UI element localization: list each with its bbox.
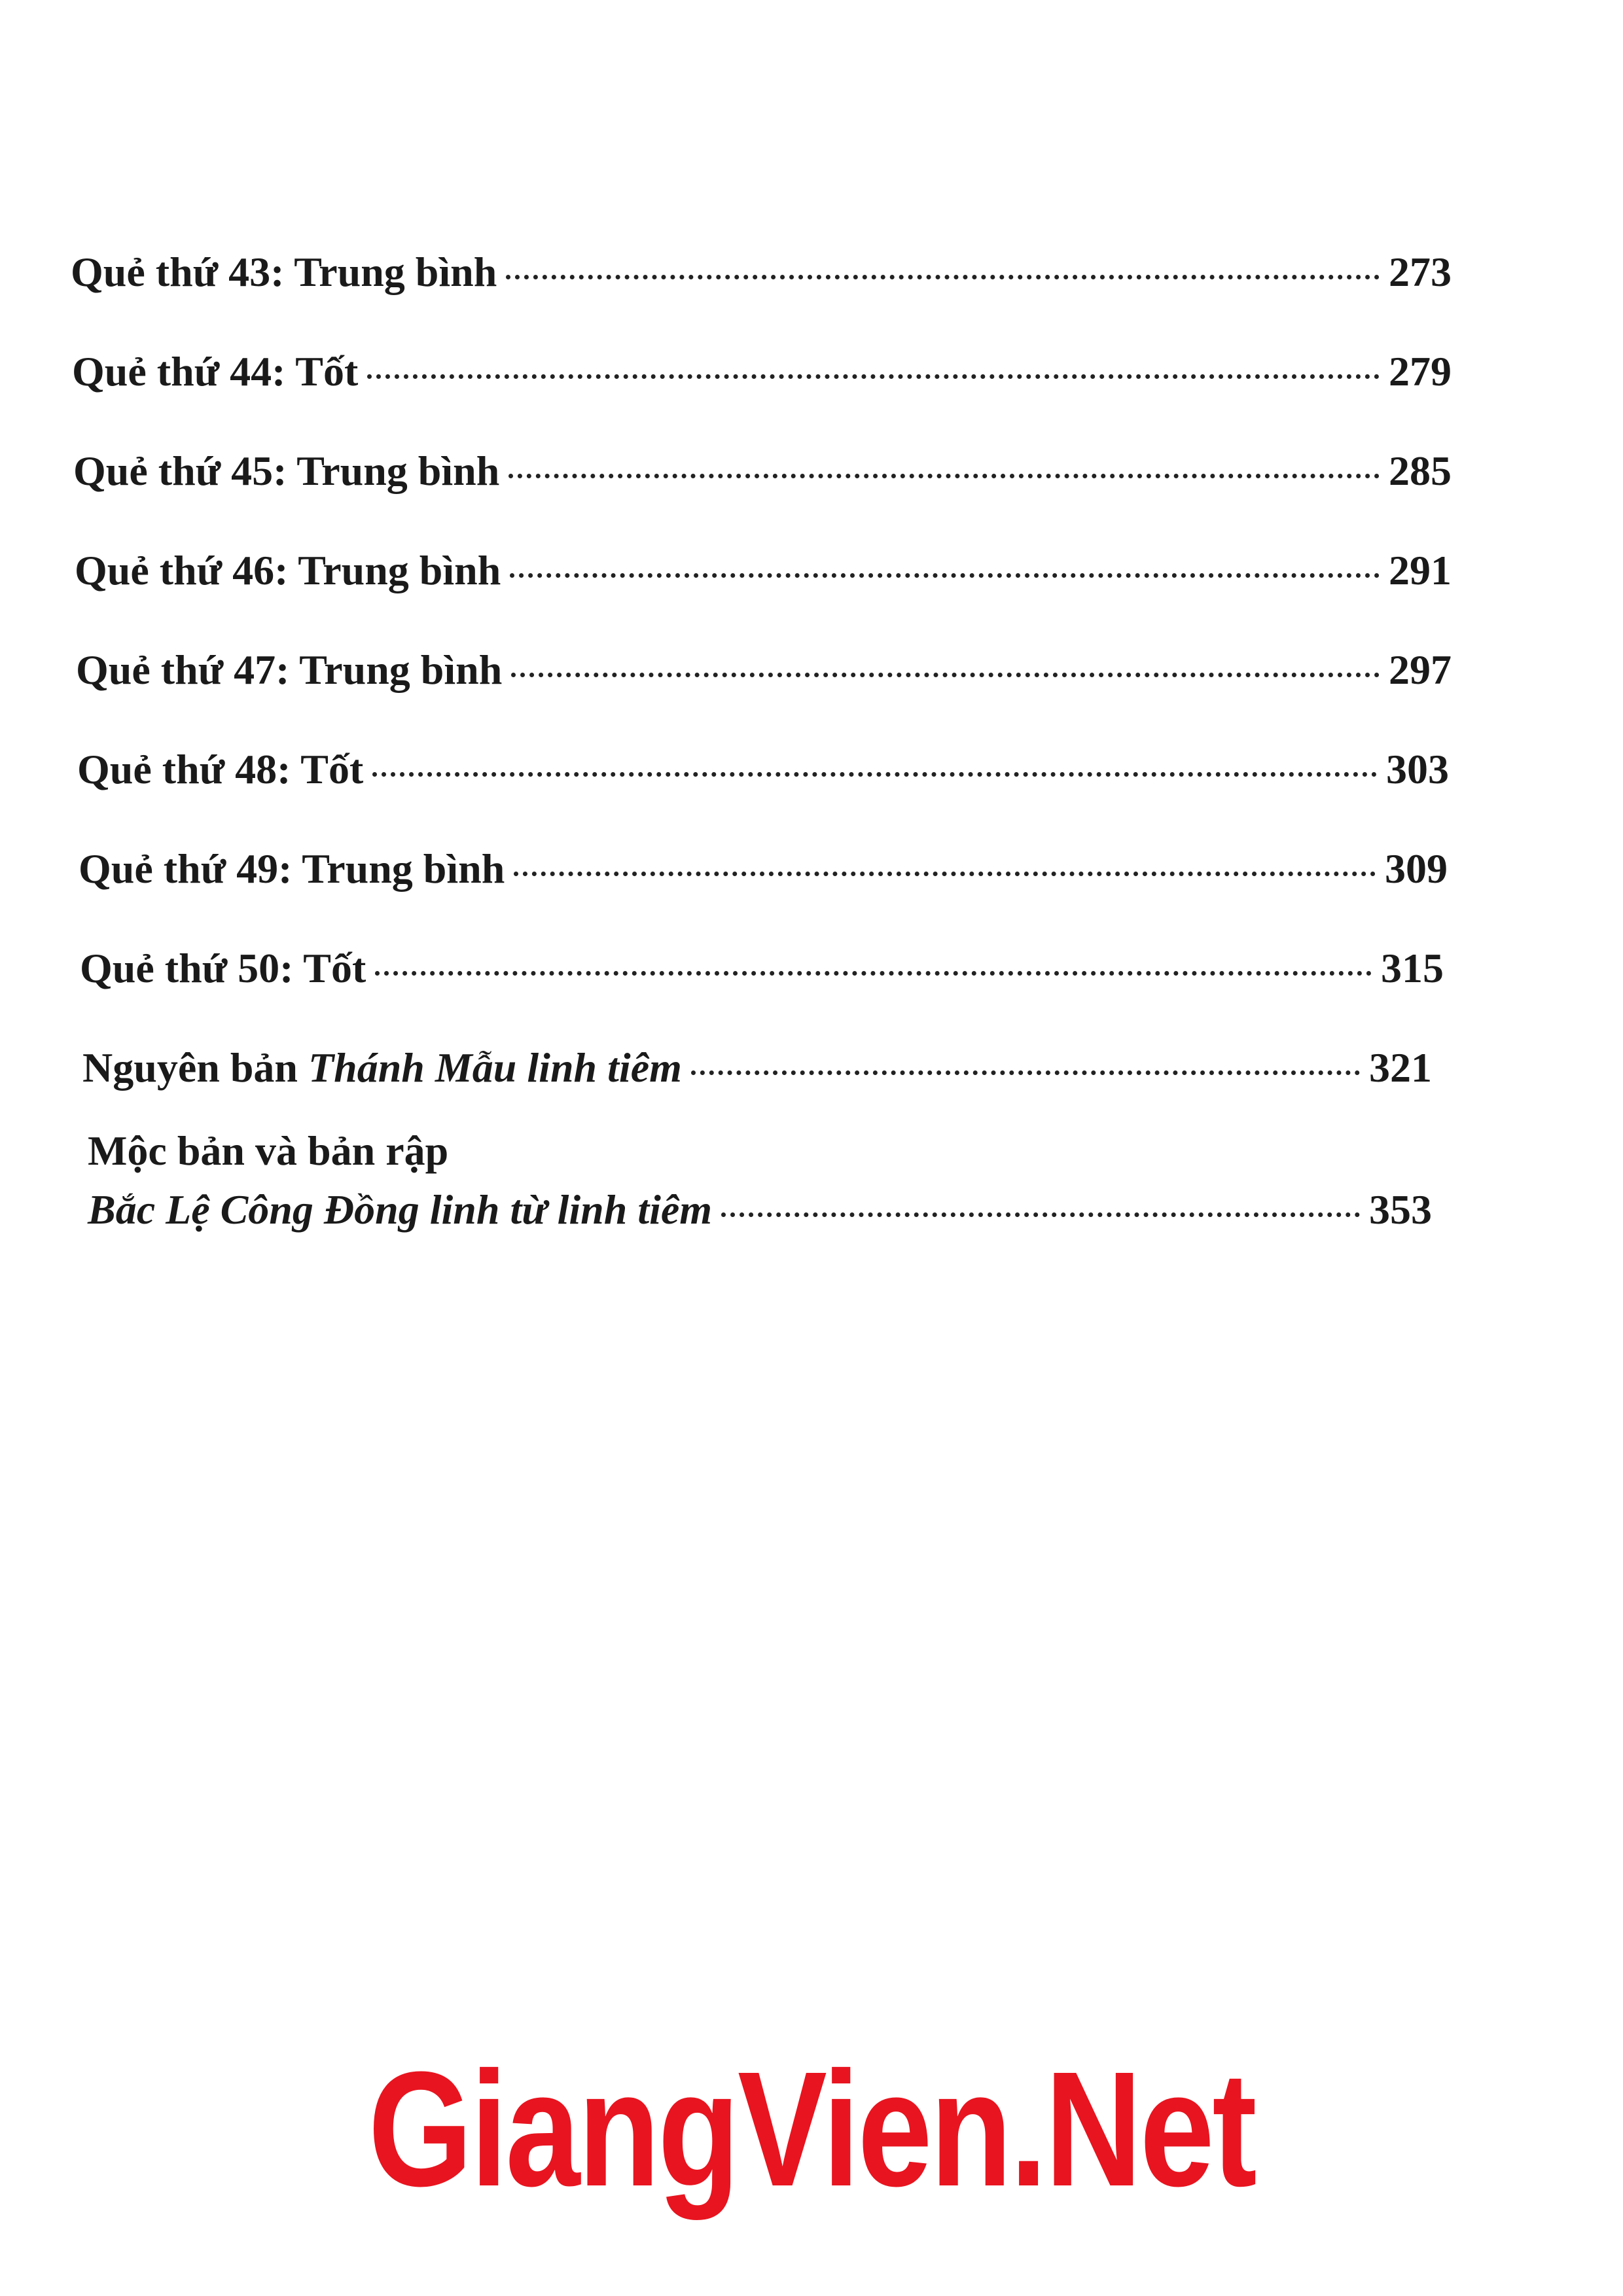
- toc-entry-que-44[interactable]: [71, 322, 1452, 421]
- toc-entry-italic-title: Bắc Lệ Công Đồng linh từ linh tiêm: [88, 1186, 713, 1233]
- toc-entry-label: Quẻ thứ 43: Trung bình: [71, 249, 497, 295]
- toc-entry-que-48[interactable]: [71, 720, 1452, 819]
- dot-leader: [372, 772, 1377, 777]
- toc-entry-page-number: 303: [1386, 746, 1449, 792]
- toc-entry-label: [82, 1018, 682, 1118]
- toc-entry-page-number: 315: [1381, 945, 1444, 991]
- dot-leader: [510, 573, 1380, 578]
- watermark-logo: GiangVien.Net: [368, 2038, 1255, 2220]
- toc-entry-que-50[interactable]: [71, 919, 1452, 1018]
- toc-entry-que-47[interactable]: [71, 620, 1452, 720]
- toc-entry-page-number: 353: [1369, 1186, 1432, 1233]
- toc-entry-label-prefix: Nguyên bản: [82, 1044, 308, 1091]
- dot-leader: [367, 374, 1380, 379]
- dot-leader: [721, 1212, 1360, 1217]
- toc-entry-italic-title: Thánh Mẫu linh tiêm: [308, 1044, 682, 1091]
- dot-leader: [506, 275, 1380, 279]
- toc-entry-subline: [71, 1180, 1452, 1239]
- toc-entry-nguyen-ban[interactable]: [71, 1018, 1452, 1118]
- toc-entry-page-number: 297: [1389, 646, 1452, 693]
- toc-entry-label: Quẻ thứ 50: Tốt: [80, 945, 366, 991]
- toc-entry-heading: Mộc bản và bản rập: [88, 1127, 449, 1174]
- toc-entry-label: Quẻ thứ 45: Trung bình: [73, 448, 500, 494]
- toc-entry-page-number: 279: [1389, 348, 1452, 395]
- dot-leader: [508, 474, 1380, 478]
- toc-entry-que-45[interactable]: [71, 421, 1452, 521]
- toc-entry-label: Quẻ thứ 47: Trung bình: [76, 646, 503, 693]
- toc-entry-page-number: 291: [1389, 547, 1452, 593]
- toc-entry-label: Quẻ thứ 49: Trung bình: [79, 845, 505, 892]
- toc-entry-label: Quẻ thứ 48: Tốt: [77, 746, 364, 792]
- toc-entry-page-number: 309: [1385, 845, 1448, 892]
- toc-entry-label: Quẻ thứ 44: Tốt: [72, 348, 359, 395]
- toc-entry-que-43[interactable]: [71, 222, 1452, 322]
- toc-entry-label: Quẻ thứ 46: Trung bình: [75, 547, 501, 593]
- dot-leader: [375, 971, 1372, 976]
- toc-entry-page-number: 273: [1389, 249, 1452, 295]
- dot-leader: [691, 1070, 1360, 1075]
- toc-entry-moc-ban[interactable]: [71, 1122, 1452, 1239]
- toc-entry-que-46[interactable]: [71, 521, 1452, 620]
- table-of-contents: [71, 222, 1452, 1239]
- dot-leader: [511, 673, 1380, 677]
- toc-entry-page-number: 285: [1389, 448, 1452, 494]
- toc-entry-page-number: 321: [1369, 1044, 1432, 1091]
- toc-entry-que-49[interactable]: [71, 819, 1452, 919]
- dot-leader: [514, 872, 1376, 876]
